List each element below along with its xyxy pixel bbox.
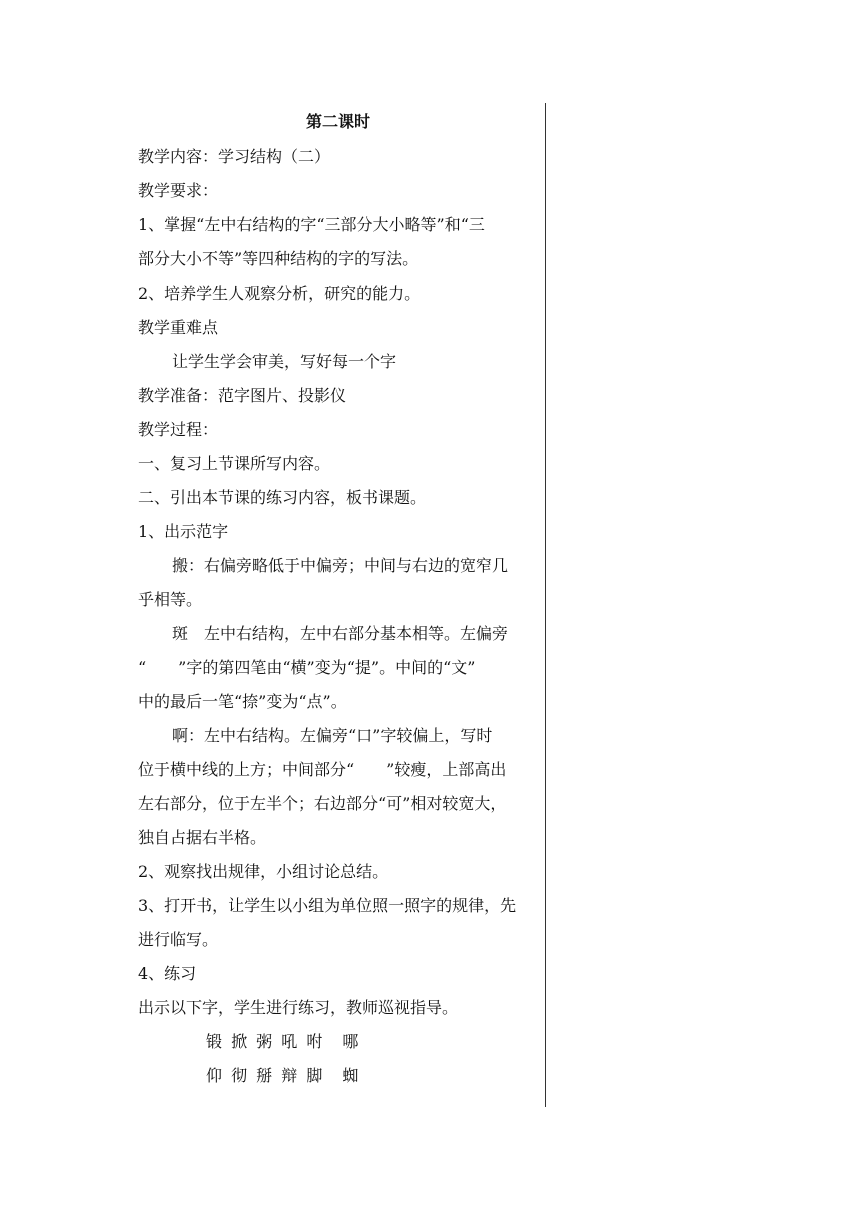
example-ban-line-1: 搬：右偏旁略低于中偏旁；中间与右边的宽窄几	[172, 556, 509, 575]
example-a-line-3: 左右部分，位于左半个；右边部分“可”相对较宽大，	[138, 794, 507, 813]
example-ban2-line-3: 中的最后一笔“捺”变为“点”。	[138, 692, 347, 711]
requirement-1-line-2: 部分大小不等”等四种结构的字的写法。	[138, 249, 419, 268]
substep-4: 4、练习	[138, 964, 197, 983]
practice-instruction: 出示以下字，学生进行练习，教师巡视指导。	[138, 998, 459, 1017]
practice-chars-row-1: 锻 掀 粥 吼 咐 哪	[206, 1032, 361, 1051]
requirement-1-line-1: 1、掌握“左中右结构的字“三部分大小略等”和“三	[138, 215, 485, 234]
step-one: 一、复习上节课所写内容。	[138, 454, 331, 473]
practice-chars-row-2: 仰 彻 掰 辩 脚 蜘	[206, 1066, 361, 1085]
vertical-divider	[545, 103, 546, 1107]
example-ban2-line-2: “ ”字的第四笔由“横”变为“提”。中间的“文”	[138, 658, 476, 677]
lesson-title: 第二课时	[305, 112, 370, 131]
example-a-line-1: 啊：左中右结构。左偏旁“口”字较偏上，写时	[172, 726, 493, 745]
substep-1: 1、出示范字	[138, 522, 229, 541]
example-ban2-line-1: 斑 左中右结构，左中右部分基本相等。左偏旁	[172, 624, 509, 643]
teaching-process-heading: 教学过程：	[138, 420, 219, 439]
substep-3-line-1: 3、打开书，让学生以小组为单位照一照字的规律，先	[138, 896, 517, 915]
example-ban-line-2: 乎相等。	[138, 590, 203, 609]
teaching-content: 教学内容：学习结构（二）	[138, 147, 331, 166]
example-a-line-2: 位于横中线的上方；中间部分“ ”较瘦，上部高出	[138, 760, 507, 779]
teaching-requirements-heading: 教学要求：	[138, 181, 219, 200]
key-difficulties-heading: 教学重难点	[138, 318, 219, 337]
substep-3-line-2: 进行临写。	[138, 930, 219, 949]
teaching-preparation: 教学准备：范字图片、投影仪	[138, 386, 347, 405]
key-difficulties-text: 让学生学会审美，写好每一个字	[172, 352, 397, 371]
example-a-line-4: 独自占据右半格。	[138, 828, 267, 847]
requirement-2: 2、培养学生人观察分析，研究的能力。	[138, 284, 421, 303]
substep-2: 2、观察找出规律，小组讨论总结。	[138, 862, 389, 881]
step-two: 二、引出本节课的练习内容，板书课题。	[138, 488, 427, 507]
